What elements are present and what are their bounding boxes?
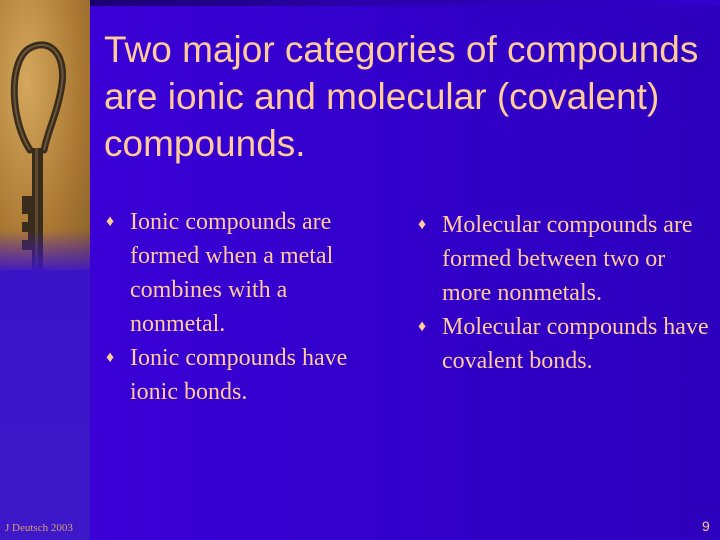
diamond-bullet-icon: ♦ [106,213,115,230]
key-icon [0,0,90,270]
bullet-text: Molecular compounds are formed between two or more nonmetals. [442,212,693,306]
list-item [106,205,386,341]
left-panel [0,0,90,540]
list-item [418,208,714,310]
top-edge-shadow [90,0,720,6]
left-bullet-list [106,205,386,409]
bullet-text: Ionic compounds are formed when a metal combines with a nonmetal. [130,209,334,337]
diamond-bullet-icon: ♦ [418,216,427,233]
page-number: 9 [702,518,710,534]
bullet-text: Molecular compounds have covalent bonds. [442,314,709,374]
bullet-text: Ionic compounds have ionic bonds. [130,345,348,405]
right-bullet-list [418,208,714,378]
diamond-bullet-icon: ♦ [418,318,427,335]
list-item [418,310,714,378]
slide-title: Two major categories of compounds are ionic and molecular (covalent) compounds. [104,29,699,164]
diamond-bullet-icon: ♦ [106,349,115,366]
footer-text: J Deutsch 2003 [5,522,73,534]
list-item [106,341,386,409]
key-photo [0,0,90,270]
